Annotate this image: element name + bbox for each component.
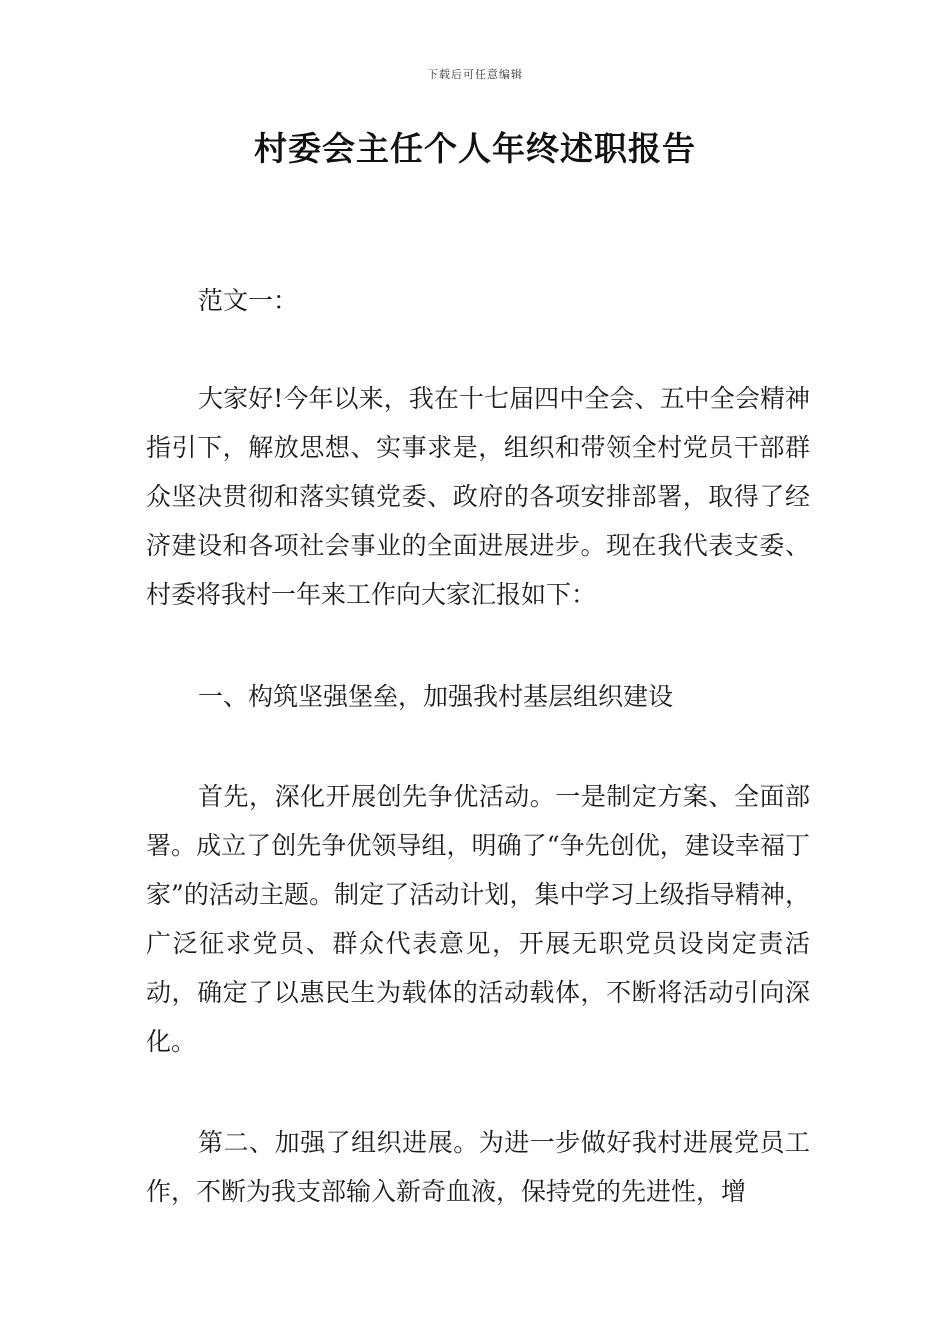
document-title: 村委会主任个人年终述职报告 xyxy=(254,129,696,168)
paragraph-intro-label: 范文一： xyxy=(198,286,299,315)
paragraph-second-point: 第二、加强了组织进展。为进一步做好我村进展党员工作，不断为我支部输入新奇血液，保持党的先进性，增 xyxy=(146,1128,810,1206)
section-heading: 一、构筑坚强堡垒，加强我村基层组织建设 xyxy=(198,682,674,711)
paragraph-first-point: 首先，深化开展创先争优活动。一是制定方案、全面部署。成立了创先争优领导组，明确了“争先创优，建设幸福丁家”的活动主题。制定了活动计划，集中学习上级指导精神，广泛征求党员、群众代表意见，开展无职党员设岗定责活动，确定了以惠民生为载体的活动载体，不断将活动引向深化。 xyxy=(146,782,810,1056)
paragraph-opening: 大家好!今年以来，我在十七届四中全会、五中全会精神指引下，解放思想、实事求是，组织和带领全村党员干部群众坚决贯彻和落实镇党委、政府的各项安排部署，取得了经济建设和各项社会事业的全面进展进步。现在我代表支委、村委将我村一年来工作向大家汇报如下： xyxy=(146,384,810,609)
header-note: 下载后可任意编辑 xyxy=(427,68,523,81)
